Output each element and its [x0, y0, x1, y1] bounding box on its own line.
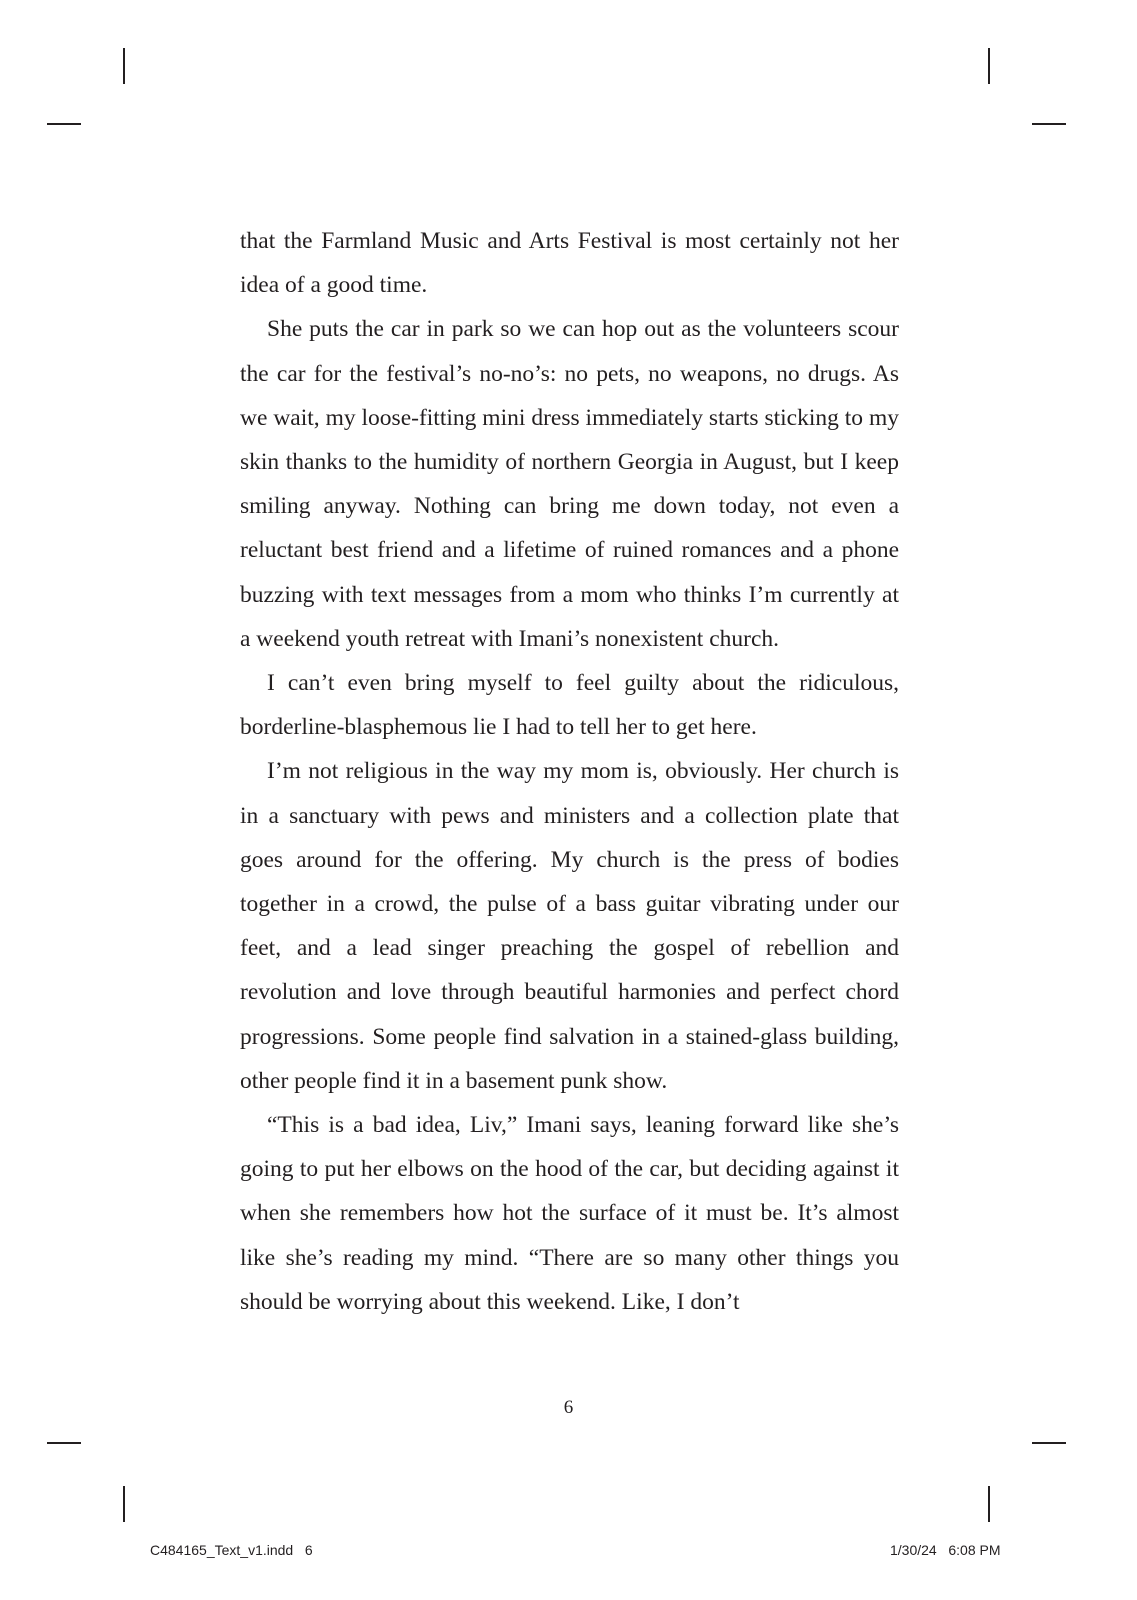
paragraph: “This is a bad idea, Liv,” Imani says, leaning forward like she’s going to put her elbows on the hood of the car, but deciding against it when she remembers how hot the surface of it must be. It’s almost like she’s reading my mind. “There are so many other things you should be worrying about this weekend. Like, I don’t — [240, 1112, 899, 1315]
crop-mark-top-left-horizontal — [47, 123, 81, 125]
crop-mark-bottom-right-horizontal — [1032, 1442, 1066, 1444]
crop-mark-top-left-vertical — [123, 48, 125, 84]
slug-filename: C484165_Text_v1.indd 6 — [150, 1542, 313, 1558]
crop-mark-bottom-right-vertical — [988, 1486, 990, 1522]
paragraph: I can’t even bring myself to feel guilty about the ridiculous, borderline-blasphemous lie I had to tell her to get here. — [240, 670, 899, 741]
crop-mark-bottom-left-vertical — [123, 1486, 125, 1522]
slug-timestamp: 1/30/24 6:08 PM — [890, 1542, 1001, 1558]
crop-mark-bottom-left-horizontal — [47, 1442, 81, 1444]
paragraph: that the Farmland Music and Arts Festival is most certainly not her idea of a good time. — [240, 228, 899, 299]
page-number: 6 — [563, 1397, 574, 1418]
body-text — [240, 219, 899, 1324]
crop-mark-top-right-horizontal — [1032, 123, 1066, 125]
paragraph: She puts the car in park so we can hop out as the volunteers scour the car for the festival’s no-no’s: no pets, no weapons, no drugs. As we wait, my loose-fitting mini dress immediately starts sticking to my skin thanks to the humidity of northern Georgia in August, but I keep smiling anyway. Nothing can bring me down today, not even a reluctant best friend and a lifetime of ruined romances and a phone buzzing with text messages from a mom who thinks I’m currently at a weekend youth retreat with Imani’s nonexistent church. — [240, 316, 899, 652]
crop-mark-top-right-vertical — [988, 48, 990, 84]
paragraph: I’m not religious in the way my mom is, obviously. Her church is in a sanctuary with pews and ministers and a collection plate that goes around for the offering. My church is the press of bodies together in a crowd, the pulse of a bass guitar vibrating under our feet, and a lead singer preaching the gospel of rebellion and revolution and love through beautiful harmonies and perfect chord progressions. Some people find salvation in a stained-glass building, other people find it in a basement punk show. — [240, 758, 899, 1094]
